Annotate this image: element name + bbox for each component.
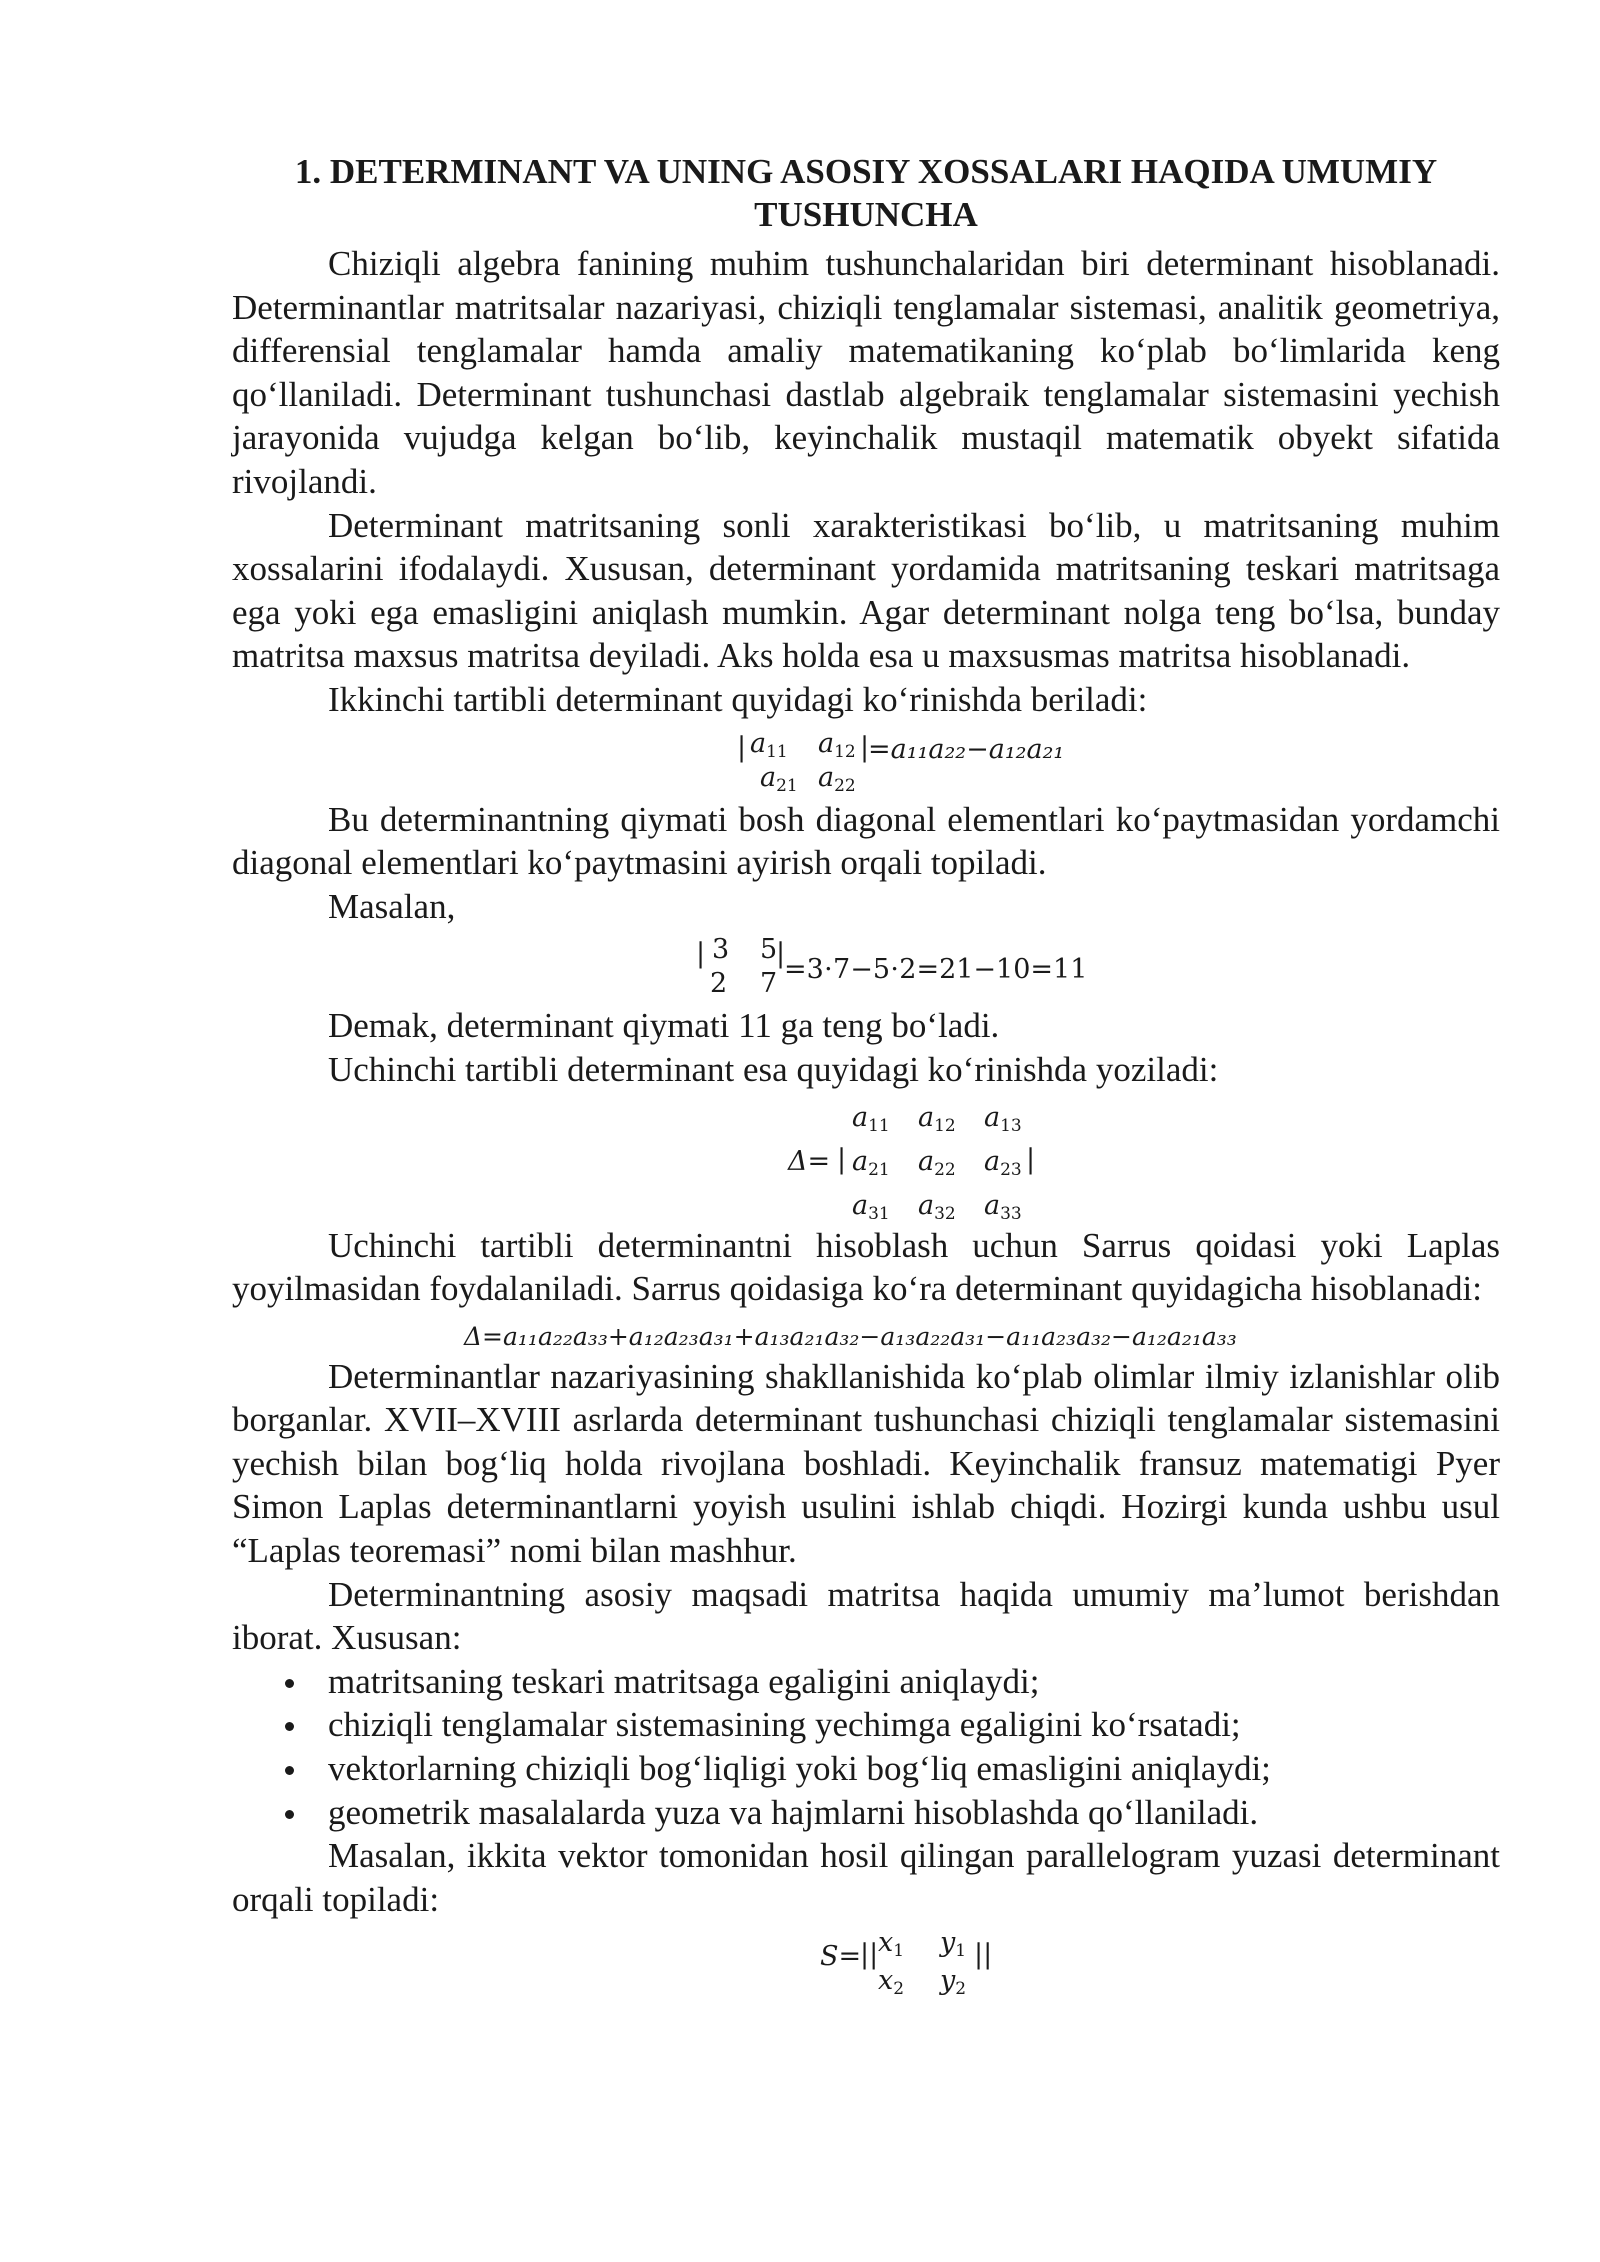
list-item: geometrik masalalarda yuza va hajmlarni hisoblashda qo‘llaniladi.	[232, 1791, 1500, 1835]
formula-sarrus	[232, 1311, 1500, 1355]
paragraph-diagonal-explanation: Bu determinantning qiymati bosh diagonal elementlari ko‘paytmasidan yordamchi diagonal elementlari ko‘paytmasini ayirish orqali topiladi.	[232, 799, 1500, 883]
paragraph-history: Determinantlar nazariyasining shakllanishida ko‘plab olimlar ilmiy izlanishlar olib borganlar. XVII–XVIII asrlarda determinant tushunchasi chiziqli tenglamalar sistemasini yechish bilan bog‘liq holda rivojlana boshladi. Keyinchalik fransuz matematigi Pyer Simon Laplas determinantlarni yoyish usulini ishlab chiqdi. Hozirgi kunda ushbu usul “Laplas teoremasi” nomi bilan mashhur.	[232, 1356, 1500, 1571]
bullet-list	[232, 1660, 1500, 1834]
formula-area-lhs: S=	[820, 1941, 862, 1973]
list-item: chiziqli tenglamalar sistemasining yechimga egaligini ko‘rsatadi;	[232, 1703, 1500, 1747]
formula-sarrus-text: Δ=a₁₁a₂₂a₃₃+a₁₂a₂₃a₃₁+a₁₃a₂₁a₃₂−a₁₃a₂₂a₃₁−a₁₁a₂₃a₃₂−a₁₂a₂₁a₃₃	[464, 1321, 1237, 1351]
formula-second-order-rhs: =a₁₁a₂₂−a₁₂a₂₁	[868, 733, 1065, 765]
list-item: vektorlarning chiziqli bog‘liqligi yoki bog‘liq emasligini aniqlaydi;	[232, 1747, 1500, 1791]
formula-parallelogram-area: S= || $x_1$ $y_1$ $x_2$ $y_2$ ||	[820, 1927, 993, 2000]
paragraph-example-label: Masalan,	[328, 886, 456, 926]
formula-third-order-lhs: Δ=	[788, 1145, 831, 1177]
formula-third-order: $a_{11}$ $a_{12}$ $a_{13}$ Δ= | $a_{21}$ $a_{22}$ $a_{23}$ | $a_{31}$ $a_{32}$ $a_{33}$	[788, 1101, 1036, 1224]
page-title: 1. DETERMINANT VA UNING ASOSIY XOSSALARI HAQIDA UMUMIY TUSHUNCHA	[294, 152, 1438, 234]
paragraph-example-result: Demak, determinant qiymati 11 ga teng bo‘ladi.	[328, 1006, 1000, 1046]
matrix-cell-1-1: 3	[712, 934, 730, 966]
paragraph-second-order-intro: Ikkinchi tartibli determinant quyidagi ko‘rinishda beriladi:	[328, 679, 1148, 719]
document-page	[232, 150, 1500, 2001]
formula-numeric-rhs: =3⋅7−5⋅2=21−10=11	[784, 954, 1088, 986]
paragraph-determinant-definition: Determinant matritsaning sonli xarakteristikasi bo‘lib, u matritsaning muhim xossalarini ifodalaydi. Xususan, determinant yordamida matritsaning teskari matritsaga ega yoki ega emasligini aniqlash mumkin. Agar determinant nolga teng bo‘lsa, bunday matritsa maxsus matritsa deyiladi. Aks holda esa u maxsusmas matritsa hisoblanadi.	[232, 505, 1500, 676]
list-item: matritsaning teskari matritsaga egaligini aniqlaydi;	[232, 1660, 1500, 1704]
matrix-cell-2-1: 2	[710, 968, 728, 1000]
paragraph-parallelogram: Masalan, ikkita vektor tomonidan hosil qilingan parallelogram yuzasi determinant orqali topiladi:	[232, 1836, 1500, 1919]
formula-second-order: | $a_{11}$ $a_{12}$ $a_{21}$ $a_{22}$ | =a₁₁a₂₂−a₁₂a₂₁	[737, 727, 1065, 796]
matrix-cell-2-2: 7	[760, 968, 778, 1000]
paragraph-sarrus-rule: Uchinchi tartibli determinantni hisoblash uchun Sarrus qoidasi yoki Laplas yoyilmasidan foydalaniladi. Sarrus qoidasiga ko‘ra determinant quyidagicha hisoblanadi:	[232, 1225, 1500, 1309]
paragraph-purpose: Determinantning asosiy maqsadi matritsa haqida umumiy ma’lumot berishdan iborat. Xususan:	[232, 1574, 1500, 1658]
paragraph-intro: Chiziqli algebra fanining muhim tushunchalaridan biri determinant hisoblanadi. Determinantlar matritsalar nazariyasi, chiziqli tenglamalar sistemasi, analitik geometriya, differensial tenglamalar hamda amaliy matematikaning ko‘plab bo‘limlarida keng qo‘llaniladi. Determinant tushunchasi dastlab algebraik tenglamalar sistemasini yechish jarayonida vujudga kelgan bo‘lib, keyinchalik mustaqil matematik obyekt sifatida rivojlandi.	[232, 244, 1500, 501]
formula-numeric-example: | 3 5 2 7 | =3⋅7−5⋅2=21−10=11	[232, 928, 1500, 1004]
paragraph-third-order-intro: Uchinchi tartibli determinant esa quyidagi ko‘rinishda yoziladi:	[328, 1049, 1219, 1089]
matrix-cell-1-2: 5	[760, 934, 778, 966]
